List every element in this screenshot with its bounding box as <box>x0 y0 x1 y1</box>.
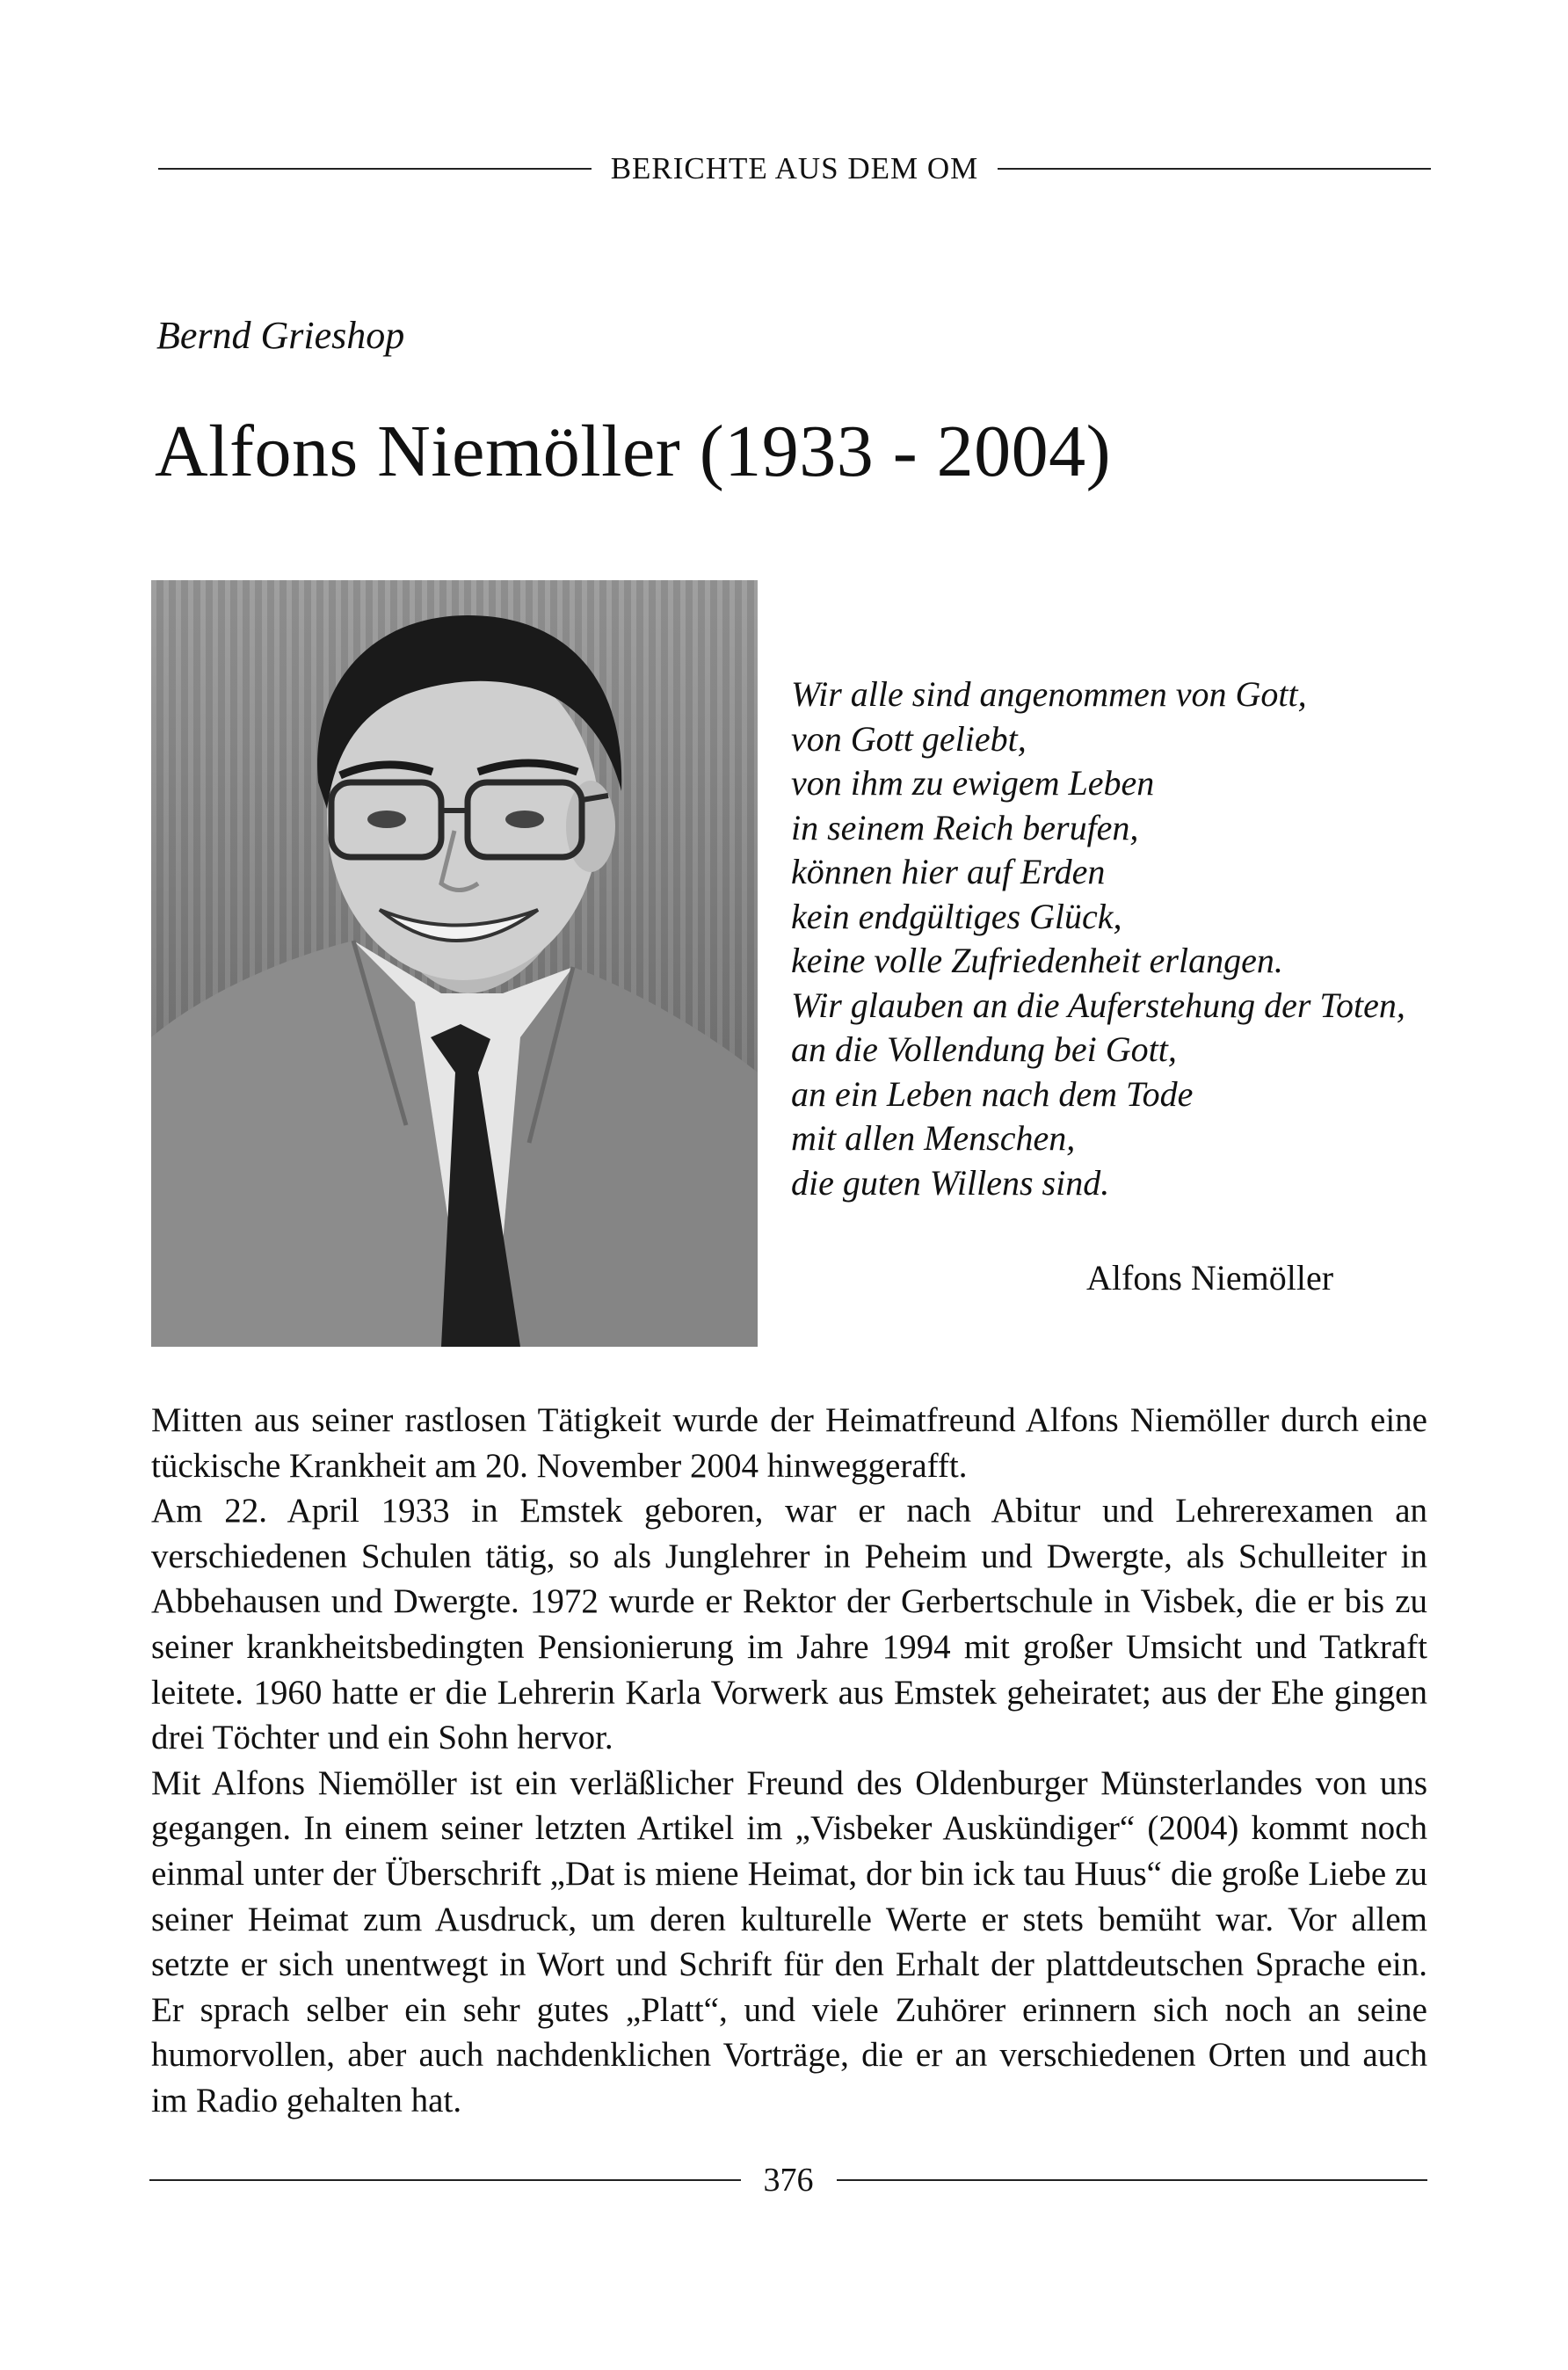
body-paragraph: Mit Alfons Niemöller ist ein verläßlicher Freund des Oldenburger Münsterlandes von uns gegangen. In einem seiner letzten Artikel im „Visbeker Auskündiger“ (2004) kommt noch einmal unter der Überschrift „Dat is miene Heimat, dor bin ick tau Huus“ die große Liebe zu seiner Heimat zum Ausdruck, um deren kulturelle Werte er stets bemüht war. Vor allem setzte er sich unentwegt in Wort und Schrift für den Erhalt der plattdeutschen Sprache ein. Er sprach selber ein sehr gutes „Platt“, und viele Zuhörer erinnern sich noch an seine humorvollen, aber auch nachdenklichen Vorträge, die er an verschiedenen Orten und auch im Radio gehalten hat. <box>151 1763 1427 2119</box>
running-header-label: BERICHTE AUS DEM OM <box>610 151 979 185</box>
poem-line: die guten Willens sind. <box>791 1162 1110 1203</box>
header-rule-left <box>158 168 592 170</box>
portrait-illustration <box>151 580 758 1347</box>
article-body <box>151 1398 1427 2124</box>
poem <box>791 672 1459 1205</box>
portrait-photo <box>151 580 758 1347</box>
header-rule-right <box>998 168 1431 170</box>
poem-line: kein endgültiges Glück, <box>791 896 1122 936</box>
footer-rule-left <box>149 2179 741 2181</box>
poem-line: von Gott geliebt, <box>791 718 1027 759</box>
running-header <box>158 151 1431 186</box>
body-paragraph: Mitten aus seiner rastlosen Tätigkeit wurde der Heimatfreund Alfons Niemöller durch eine tückische Krankheit am 20. November 2004 hinweggerafft. <box>151 1401 1427 1485</box>
poem-line: von ihm zu ewigem Leben <box>791 763 1155 803</box>
article-title: Alfons Niemöller (1933 - 2004) <box>155 411 1112 492</box>
page-footer <box>149 2161 1427 2199</box>
poem-line: können hier auf Erden <box>791 852 1106 891</box>
poem-line: keine volle Zufriedenheit erlangen. <box>791 941 1283 980</box>
poem-line: an ein Leben nach dem Tode <box>791 1073 1194 1114</box>
poem-line: Wir alle sind angenommen von Gott, <box>791 674 1307 714</box>
poem-line: in seinem Reich berufen, <box>791 807 1139 847</box>
poem-line: mit allen Menschen, <box>791 1118 1076 1158</box>
body-paragraph: Am 22. April 1933 in Emstek geboren, war er nach Abitur und Lehrerexamen an verschiedenen Schulen tätig, so als Junglehrer in Peheim und Dwergte, als Schulleiter in Abbehausen und Dwergte. 1972 wurde er Rektor der Gerbertschule in Visbek, die er bis zu seiner krankheitsbedingten Pensionierung im Jahre 1994 mit großer Umsicht und Tatkraft leitete. 1960 hatte er die Lehrerin Karla Vorwerk aus Emstek geheiratet; aus der Ehe gingen drei Töchter und ein Sohn hervor. <box>151 1492 1427 1757</box>
poem-attribution: Alfons Niemöller <box>1086 1258 1334 1298</box>
poem-line: Wir glauben an die Auferstehung der Toten, <box>791 985 1405 1025</box>
author-name: Bernd Grieshop <box>156 314 405 357</box>
page-number: 376 <box>763 2162 814 2199</box>
footer-rule-right <box>837 2179 1428 2181</box>
poem-line: an die Vollendung bei Gott, <box>791 1029 1177 1069</box>
